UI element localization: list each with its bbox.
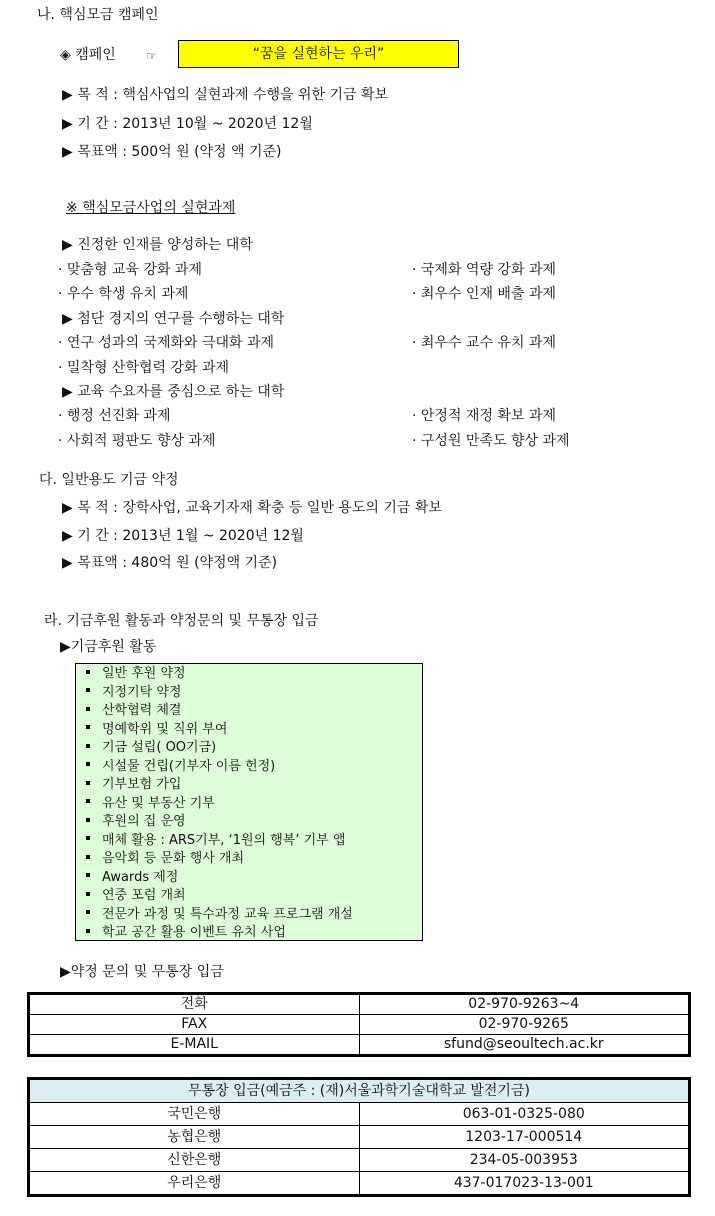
bank-name: 국민은행 bbox=[29, 1103, 360, 1126]
activity-item: 명예학위 및 직위 부여 bbox=[86, 721, 227, 740]
bullet-square-icon bbox=[86, 929, 90, 933]
contact-label: 전화 bbox=[29, 994, 360, 1015]
bullet-square-icon bbox=[86, 836, 90, 840]
table-row bbox=[29, 1035, 690, 1056]
bullet-square-icon bbox=[86, 762, 90, 766]
group-1-left-2: · 우수 학생 유치 과제 bbox=[58, 286, 189, 302]
activity-item: 지정기탁 약정 bbox=[86, 684, 181, 703]
activities-heading: ▶기금후원 활동 bbox=[60, 639, 157, 655]
activity-item: 매체 활용 : ARS기부, ‘1원의 행복’ 기부 앱 bbox=[86, 832, 345, 851]
group-2-left-2: · 밀착형 산학협력 강화 과제 bbox=[58, 360, 230, 376]
group-1-right-2: · 최우수 인재 배출 과제 bbox=[412, 286, 556, 302]
activity-item: 기금 설립( OO기금) bbox=[86, 739, 216, 758]
bullet-square-icon bbox=[86, 892, 90, 896]
contact-value: 02-970-9263~4 bbox=[359, 994, 690, 1015]
campaign-label: ◈ 캠페인 bbox=[60, 47, 116, 63]
bullet-square-icon bbox=[86, 799, 90, 803]
bullet-square-icon bbox=[86, 744, 90, 748]
table-row bbox=[29, 994, 690, 1015]
campaign-slogan: “꿈을 실현하는 우리” bbox=[252, 46, 385, 62]
contact-label: FAX bbox=[29, 1015, 360, 1035]
group-1-left-1: · 맞춤형 교육 강화 과제 bbox=[58, 262, 202, 278]
activity-item: 학교 공간 활용 이벤트 유치 사업 bbox=[86, 924, 286, 943]
bullet-square-icon bbox=[86, 781, 90, 785]
bank-account: 234-05-003953 bbox=[359, 1149, 690, 1172]
bank-account: 437-017023-13-001 bbox=[359, 1172, 690, 1196]
period-line: ▶ 기 간 : 2013년 10월 ~ 2020년 12월 bbox=[62, 116, 313, 132]
purpose-line: ▶ 목 적 : 핵심사업의 실현과제 수행을 위한 기금 확보 bbox=[62, 87, 389, 103]
inquiry-heading: ▶약정 문의 및 무통장 입금 bbox=[60, 964, 224, 980]
activity-item: 음악회 등 문화 행사 개최 bbox=[86, 850, 244, 869]
contact-value: sfund@seoultech.ac.kr bbox=[359, 1035, 690, 1056]
group-3-heading: ▶ 교육 수요자를 중심으로 하는 대학 bbox=[62, 384, 285, 400]
bank-table bbox=[27, 1077, 691, 1197]
group-1-right-1: · 국제화 역량 강화 과제 bbox=[412, 262, 556, 278]
group-2-left-1: · 연구 성과의 국제화와 극대화 과제 bbox=[58, 335, 275, 351]
bullet-square-icon bbox=[86, 873, 90, 877]
activity-item: 전문가 과정 및 특수과정 교육 프로그램 개설 bbox=[86, 906, 353, 925]
bank-table-header: 무통장 입금(예금주 : (재)서울과학기술대학교 발전기금) bbox=[29, 1079, 690, 1103]
da-period-line: ▶ 기 간 : 2013년 1월 ~ 2020년 12월 bbox=[62, 528, 304, 544]
table-row bbox=[29, 1126, 690, 1149]
bullet-square-icon bbox=[86, 707, 90, 711]
activity-item: 연중 포럼 개최 bbox=[86, 887, 186, 906]
bullet-square-icon bbox=[86, 818, 90, 822]
campaign-slogan-box bbox=[178, 40, 459, 68]
pointer-icon: ☞ bbox=[146, 49, 157, 63]
bullet-square-icon bbox=[86, 855, 90, 859]
bank-name: 우리은행 bbox=[29, 1172, 360, 1196]
group-2-right-1: · 최우수 교수 유치 과제 bbox=[412, 335, 556, 351]
group-1-heading: ▶ 진정한 인재를 양성하는 대학 bbox=[62, 237, 253, 253]
contact-table bbox=[27, 992, 691, 1057]
table-row bbox=[29, 1015, 690, 1035]
activity-item: 유산 및 부동산 기부 bbox=[86, 795, 215, 814]
activity-item: 일반 후원 약정 bbox=[86, 665, 186, 684]
group-3-right-2: · 구성원 만족도 향상 과제 bbox=[412, 433, 570, 449]
contact-value: 02-970-9265 bbox=[359, 1015, 690, 1035]
group-3-left-1: · 행정 선진화 과제 bbox=[58, 408, 171, 424]
section-na-title: 나. 핵심모금 캠페인 bbox=[37, 7, 159, 23]
bullet-square-icon bbox=[86, 670, 90, 674]
group-2-heading: ▶ 첨단 경지의 연구를 수행하는 대학 bbox=[62, 311, 285, 327]
section-da-title: 다. 일반용도 기금 약정 bbox=[39, 472, 179, 488]
table-row bbox=[29, 1103, 690, 1126]
activity-item: Awards 제정 bbox=[86, 869, 178, 888]
da-purpose-line: ▶ 목 적 : 장학사업, 교육기자재 확충 등 일반 용도의 기금 확보 bbox=[62, 500, 442, 516]
table-row bbox=[29, 1149, 690, 1172]
tasks-heading: ※ 핵심모금사업의 실현과제 bbox=[66, 200, 236, 216]
bullet-square-icon bbox=[86, 725, 90, 729]
group-3-left-2: · 사회적 평판도 향상 과제 bbox=[58, 433, 216, 449]
bank-account: 1203-17-000514 bbox=[359, 1126, 690, 1149]
activities-box bbox=[75, 663, 423, 941]
target-line: ▶ 목표액 : 500억 원 (약정 액 기준) bbox=[62, 144, 282, 160]
table-header-row bbox=[29, 1079, 690, 1103]
da-target-line: ▶ 목표액 : 480억 원 (약정액 기준) bbox=[62, 555, 278, 571]
group-3-right-1: · 안정적 재정 확보 과제 bbox=[412, 408, 556, 424]
activity-item: 시설물 건립(기부자 이름 헌정) bbox=[86, 758, 275, 777]
bank-account: 063-01-0325-080 bbox=[359, 1103, 690, 1126]
section-ra-title: 라. 기금후원 활동과 약정문의 및 무통장 입금 bbox=[44, 613, 319, 629]
bullet-square-icon bbox=[86, 910, 90, 914]
activity-item: 산학협력 체결 bbox=[86, 702, 181, 721]
activity-item: 후원의 집 운영 bbox=[86, 813, 186, 832]
contact-label: E-MAIL bbox=[29, 1035, 360, 1056]
bullet-square-icon bbox=[86, 688, 90, 692]
bank-name: 신한은행 bbox=[29, 1149, 360, 1172]
activity-item: 기부보험 가입 bbox=[86, 776, 181, 795]
bank-name: 농협은행 bbox=[29, 1126, 360, 1149]
table-row bbox=[29, 1172, 690, 1196]
